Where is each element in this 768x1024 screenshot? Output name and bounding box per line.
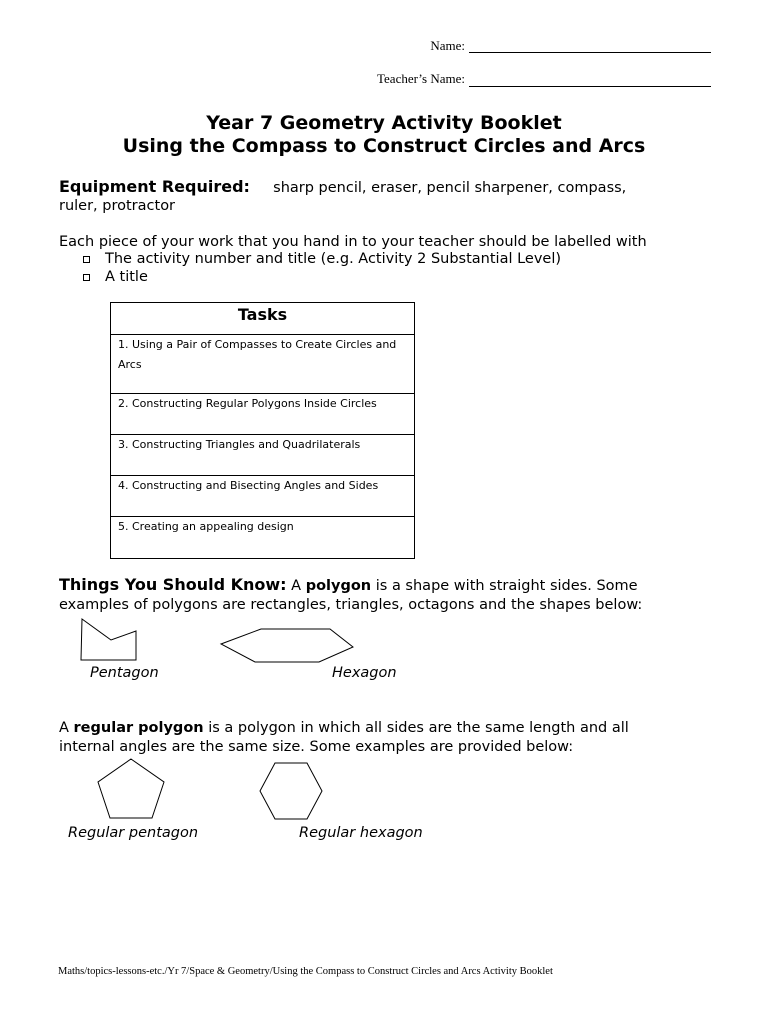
name-field[interactable] — [469, 52, 711, 53]
name-label: Name: — [430, 38, 465, 53]
list-item: The activity number and title (e.g. Activity 2 Substantial Level) — [83, 250, 561, 268]
equipment-items-line1: sharp pencil, eraser, pencil sharpener, compass, — [273, 180, 627, 196]
things-section: Things You Should Know: A polygon is a shape with straight sides. Some — [59, 575, 638, 594]
table-row: 3. Constructing Triangles and Quadrilaterals — [111, 435, 414, 476]
tasks-header: Tasks — [111, 303, 414, 335]
polygon-term: polygon — [305, 578, 372, 594]
regular-polygon-term: regular polygon — [73, 720, 204, 736]
square-bullet-icon — [83, 274, 90, 281]
teacher-name-field[interactable] — [469, 86, 711, 87]
regular-hexagon-shape — [256, 760, 326, 822]
irregular-hexagon-shape — [218, 626, 358, 666]
things-line2: examples of polygons are rectangles, triangles, octagons and the shapes below: — [59, 597, 643, 613]
pentagon-label: Pentagon — [90, 665, 159, 681]
page-title: Year 7 Geometry Activity Booklet — [206, 112, 562, 134]
table-row: 4. Constructing and Bisecting Angles and Sides — [111, 476, 414, 517]
regular-polygon-section: A regular polygon is a polygon in which all sides are the same length and all — [59, 720, 629, 736]
hexagon-label: Hexagon — [332, 665, 397, 681]
footer-path: Maths/topics-lessons-etc./Yr 7/Space & Geometry/Using the Compass to Construct Circles and Arcs Activity Booklet — [58, 966, 553, 977]
regular-pentagon-shape — [94, 756, 168, 822]
tasks-table — [110, 302, 415, 559]
table-row: 5. Creating an appealing design — [118, 520, 294, 533]
irregular-pentagon-shape — [78, 616, 140, 664]
equipment-items-line2: ruler, protractor — [59, 198, 176, 214]
labelling-bullets — [83, 250, 561, 286]
equipment-section — [59, 178, 719, 197]
regular-pentagon-label: Regular pentagon — [68, 825, 199, 841]
equipment-heading: Equipment Required: — [59, 177, 250, 196]
list-item: A title — [83, 268, 561, 286]
square-bullet-icon — [83, 256, 90, 263]
teacher-name-label: Teacher’s Name: — [377, 71, 465, 86]
labelling-intro: Each piece of your work that you hand in to your teacher should be labelled with — [59, 234, 647, 250]
table-row: 2. Constructing Regular Polygons Inside Circles — [111, 394, 414, 435]
things-heading: Things You Should Know: — [59, 575, 287, 594]
table-row: 1. Using a Pair of Compasses to Create Circles and Arcs — [111, 335, 414, 394]
regular-line2: internal angles are the same size. Some examples are provided below: — [59, 739, 574, 755]
regular-hexagon-label: Regular hexagon — [299, 825, 423, 841]
page-subtitle: Using the Compass to Construct Circles and Arcs — [122, 135, 646, 157]
